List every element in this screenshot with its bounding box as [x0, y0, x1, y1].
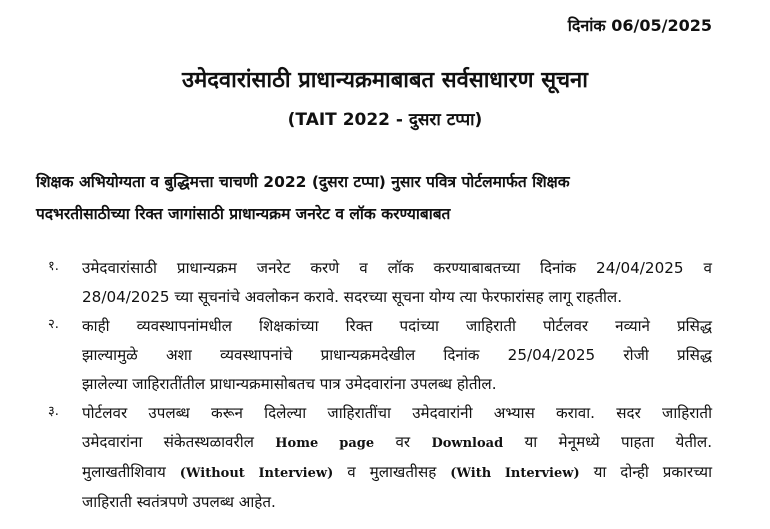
without-interview-term: (Without Interview) [179, 466, 334, 481]
text-line: उमेदवारांसाठी प्राधान्यक्रम जनरेट करणे व लॉक करण्याबाबतच्या दिनांक 24/04/2025 व [82, 259, 712, 277]
document-subtitle: (TAIT 2022 - दुसरा टप्पा) [287, 110, 483, 130]
text-run: उमेदवारांना संकेतस्थळावरील [82, 433, 254, 451]
document-title: उमेदवारांसाठी प्राधान्यक्रमाबाबत सर्वसाधारण सूचना [182, 68, 588, 93]
instructions-list [0, 254, 770, 517]
subject-heading [36, 166, 726, 230]
list-item-text [82, 254, 712, 312]
text-line: जाहिराती स्वतंत्रपणे उपलब्ध आहेत. [82, 493, 276, 511]
text-run: या दोन्ही प्रकारच्या [593, 463, 712, 481]
text-run: वर [395, 433, 411, 451]
text-line: 28/04/2025 च्या सूचनांचे अवलोकन करावे. सदरच्या सूचना योग्य त्या फेरफारांसह लागू राहतील. [82, 288, 623, 306]
text-line [82, 428, 712, 458]
with-interview-term: (With Interview) [450, 466, 580, 481]
list-item [0, 312, 770, 399]
download-term: Download [431, 436, 504, 451]
document-date: दिनांक 06/05/2025 [567, 16, 712, 35]
subject-line-2: पदभरतीसाठीच्या रिक्त जागांसाठी प्राधान्यक्रम जनरेट व लॉक करण्याबाबत [36, 205, 451, 223]
list-item [0, 399, 770, 517]
text-line: काही व्यवस्थापनांमधील शिक्षकांच्या रिक्त पदांच्या जाहिराती पोर्टलवर नव्याने प्रसिद्ध [82, 317, 712, 335]
list-item-number: ३. [48, 404, 59, 419]
subject-line-1: शिक्षक अभियोग्यता व बुद्धिमत्ता चाचणी 2022 (दुसरा टप्पा) नुसार पवित्र पोर्टलमार्फत शिक्षक [36, 173, 570, 191]
text-line: झालेल्या जाहिरातींतील प्राधान्यक्रमासोबतच पात्र उमेदवारांना उपलब्ध होतील. [82, 375, 497, 393]
text-line [82, 458, 712, 488]
list-item-number: २. [48, 317, 59, 332]
text-run: व मुलाखतीसह [347, 463, 437, 481]
text-line: झाल्यामुळे अशा व्यवस्थापनांचे प्राधान्यक्रमदेखील दिनांक 25/04/2025 रोजी प्रसिद्ध [82, 346, 712, 364]
list-item-number: १. [48, 259, 59, 274]
list-item-text [82, 399, 712, 517]
list-item [0, 254, 770, 312]
text-run: मुलाखतीशिवाय [82, 463, 166, 481]
text-line: पोर्टलवर उपलब्ध करून दिलेल्या जाहिरातींचा उमेदवारांनी अभ्यास करावा. सदर जाहिराती [82, 404, 712, 422]
text-run: या मेनूमध्ये पाहता येतील. [524, 433, 713, 451]
list-item-text [82, 312, 712, 399]
home-page-term: Home page [275, 436, 375, 451]
